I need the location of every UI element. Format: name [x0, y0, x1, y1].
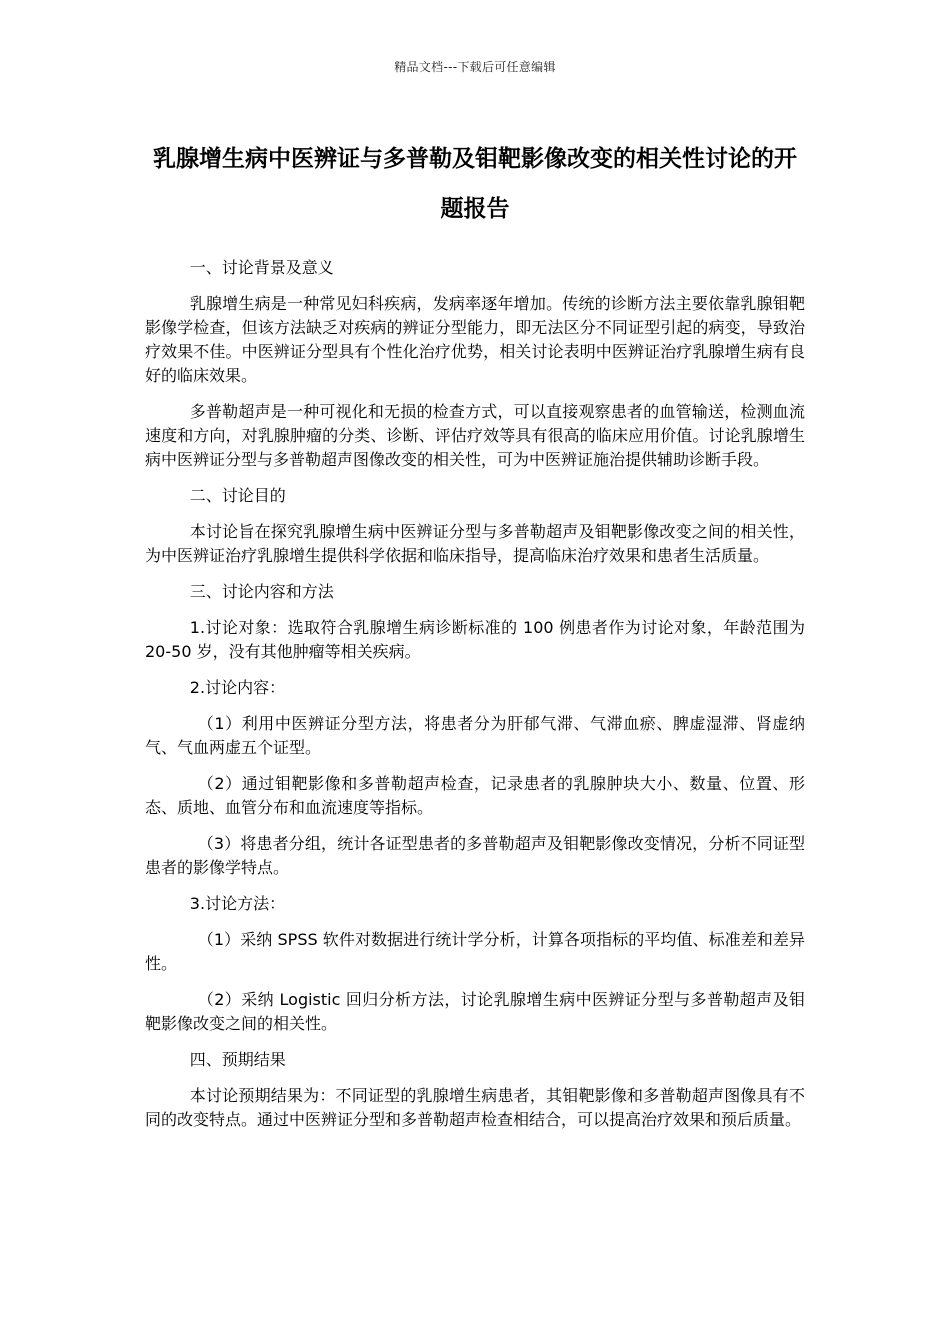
document-title: 乳腺增生病中医辨证与多普勒及钼靶影像改变的相关性讨论的开题报告	[153, 146, 797, 222]
paragraph-content-label: 2.讨论内容：	[189, 678, 286, 697]
section-heading-content-methods: 三、讨论内容和方法	[189, 582, 334, 601]
paragraph-content-item-3: （3）将患者分组，统计各证型患者的多普勒超声及钼靶影像改变情况，分析不同证型患者的影像学特点。	[145, 834, 805, 877]
paragraph-background-2: 多普勒超声是一种可视化和无损的检查方式，可以直接观察患者的血管输送，检测血流速度和方向，对乳腺肿瘤的分类、诊断、评估疗效等具有很高的临床应用价值。讨论乳腺增生病中医辨证分型与多普勒超声图像改变的相关性，可为中医辨证施治提供辅助诊断手段。	[145, 402, 805, 469]
paragraph-subjects: 1.讨论对象：选取符合乳腺增生病诊断标准的 100 例患者作为讨论对象，年龄范围为 20-50 岁，没有其他肿瘤等相关疾病。	[145, 618, 805, 661]
section-heading-expected-results: 四、预期结果	[189, 1050, 286, 1069]
paragraph-purpose: 本讨论旨在探究乳腺增生病中医辨证分型与多普勒超声及钼靶影像改变之间的相关性，为中医辨证治疗乳腺增生提供科学依据和临床指导，提高临床治疗效果和患者生活质量。	[145, 522, 805, 565]
section-heading-background: 一、讨论背景及意义	[189, 258, 334, 277]
paragraph-content-item-1: （1）利用中医辨证分型方法，将患者分为肝郁气滞、气滞血瘀、脾虚湿滞、肾虚纳气、气血两虚五个证型。	[145, 714, 805, 757]
header-note: 精品文档---下载后可任意编辑	[394, 60, 556, 74]
section-heading-purpose: 二、讨论目的	[189, 486, 286, 505]
paragraph-methods-item-1: （1）采纳 SPSS 软件对数据进行统计学分析，计算各项指标的平均值、标准差和差异性。	[145, 930, 805, 973]
paragraph-expected-results: 本讨论预期结果为：不同证型的乳腺增生病患者，其钼靶影像和多普勒超声图像具有不同的改变特点。通过中医辨证分型和多普勒超声检查相结合，可以提高治疗效果和预后质量。	[145, 1086, 805, 1129]
paragraph-content-item-2: （2）通过钼靶影像和多普勒超声检查，记录患者的乳腺肿块大小、数量、位置、形态、质地、血管分布和血流速度等指标。	[145, 774, 805, 817]
paragraph-methods-label: 3.讨论方法：	[189, 894, 286, 913]
paragraph-background-1: 乳腺增生病是一种常见妇科疾病，发病率逐年增加。传统的诊断方法主要依靠乳腺钼靶影像学检查，但该方法缺乏对疾病的辨证分型能力，即无法区分不同证型引起的病变，导致治疗效果不佳。中医辨证分型具有个性化治疗优势，相关讨论表明中医辨证治疗乳腺增生病有良好的临床效果。	[145, 294, 805, 385]
paragraph-methods-item-2: （2）采纳 Logistic 回归分析方法，讨论乳腺增生病中医辨证分型与多普勒超声及钼靶影像改变之间的相关性。	[145, 990, 805, 1033]
document-body	[145, 256, 805, 1144]
